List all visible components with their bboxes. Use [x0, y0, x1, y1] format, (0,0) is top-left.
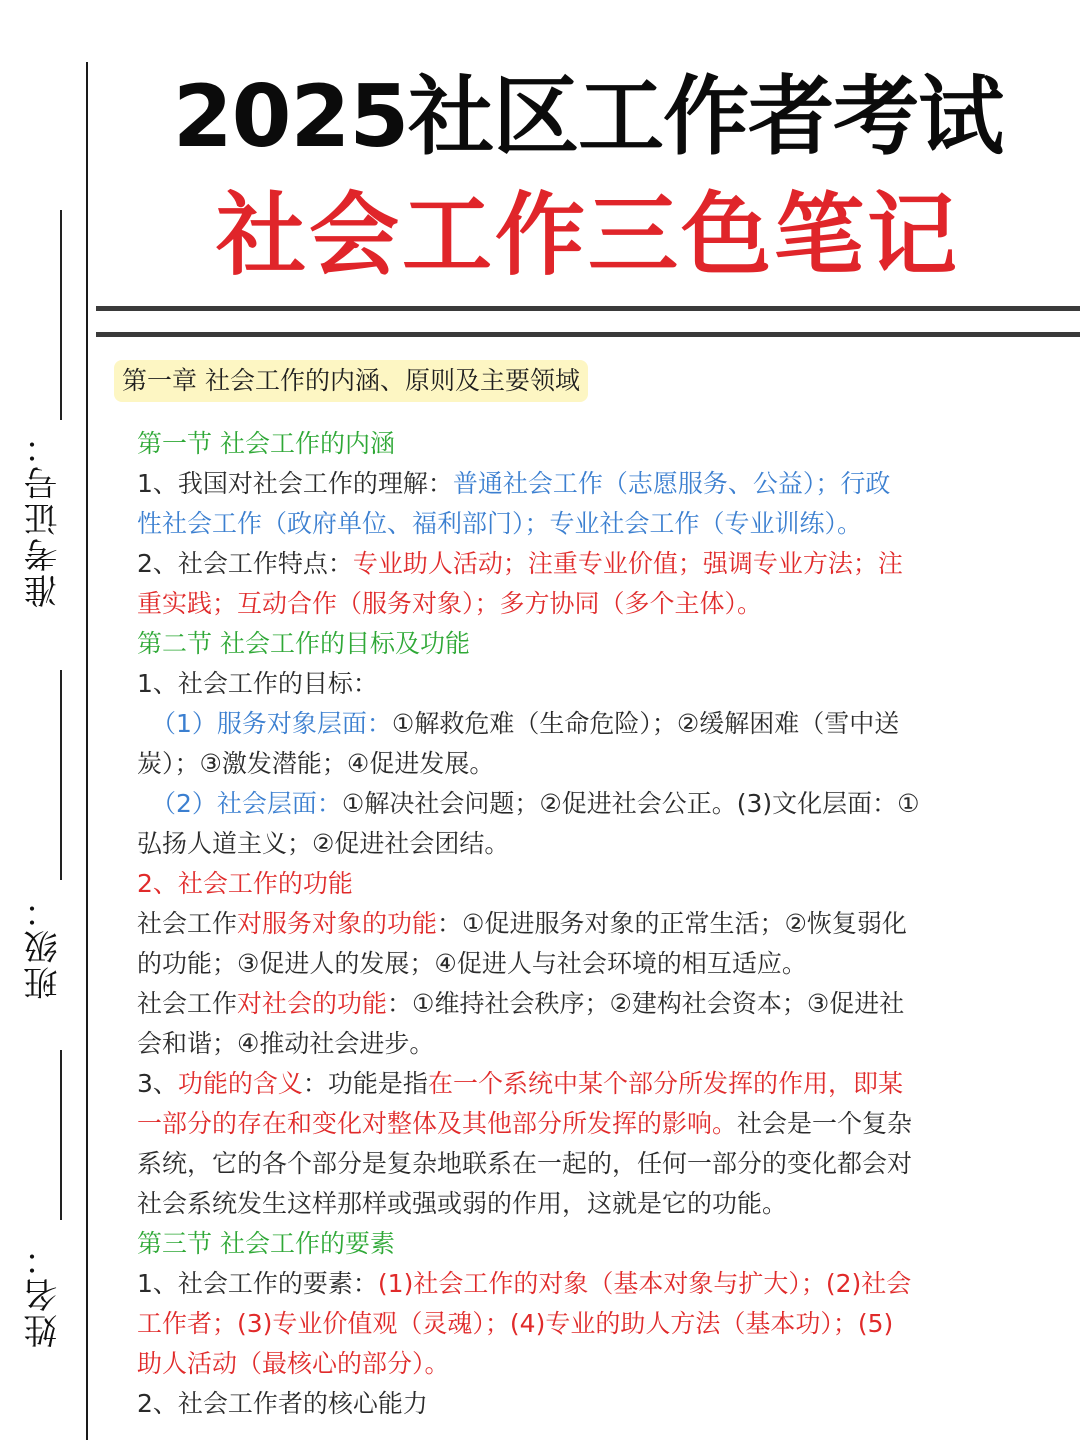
note-segment: 会和谐；④推动社会进步。 [137, 1029, 435, 1058]
note-line [137, 784, 1027, 824]
name-label: 姓名： [24, 1240, 64, 1348]
note-segment: 2、社会工作特点： [137, 549, 353, 578]
note-line [137, 584, 1027, 624]
note-line [137, 1224, 1027, 1264]
note-segment: 系统，它的各个部分是复杂地联系在一起的，任何一部分的变化都会对 [137, 1149, 913, 1178]
note-segment: 社会是一个复杂 [737, 1109, 913, 1138]
note-line [137, 504, 1027, 544]
note-line [137, 944, 1027, 984]
note-line [137, 424, 1027, 464]
name-field [22, 1050, 66, 1350]
note-segment: 普通社会工作（志愿服务、公益）；行政 [452, 469, 891, 498]
note-line [137, 984, 1027, 1024]
note-segment: 1、社会工作的目标： [137, 669, 378, 698]
note-segment: 1、社会工作的要素： [137, 1269, 378, 1298]
note-segment: ①解决社会问题；②促进社会公正。(3)文化层面：① [341, 789, 920, 818]
note-segment: 功能的含义 [177, 1069, 303, 1098]
note-line [137, 664, 1027, 704]
note-segment: 在一个系统中某个部分所发挥的作用，即某 [427, 1069, 903, 1098]
note-line [137, 544, 1027, 584]
note-line [137, 1064, 1027, 1104]
note-line [137, 904, 1027, 944]
note-line [137, 1144, 1027, 1184]
note-segment: 3、 [137, 1069, 178, 1098]
note-segment: （2）社会层面： [151, 789, 342, 818]
note-line [137, 704, 1027, 744]
note-segment: 社会工作 [137, 909, 238, 938]
note-segment: ：功能是指 [302, 1069, 428, 1098]
note-segment: 的功能；③促进人的发展；④促进人与社会环境的相互适应。 [137, 949, 807, 978]
note-segment: 一部分的存在和变化对整体及其他部分所发挥的影响。 [137, 1109, 738, 1138]
note-segment: 第一节 社会工作的内涵 [137, 429, 395, 458]
note-segment: 助人活动（最核心的部分）。 [137, 1349, 450, 1378]
note-segment: 重实践；互动合作（服务对象）；多方协同（多个主体）。 [137, 589, 763, 618]
note-segment: ：①促进服务对象的正常生活；②恢复弱化 [437, 909, 907, 938]
note-line [137, 1184, 1027, 1224]
binding-margin-line [86, 62, 88, 1440]
exam-id-underline [60, 210, 62, 420]
note-line [137, 864, 1027, 904]
note-segment: 对社会的功能 [237, 989, 388, 1018]
note-segment: 2、社会工作者的核心能力 [137, 1389, 428, 1418]
class-field [22, 670, 66, 1000]
note-segment: 社会系统发生这样那样或强或弱的作用，这就是它的功能。 [137, 1189, 788, 1218]
note-line [137, 624, 1027, 664]
note-line [137, 1344, 1027, 1384]
note-segment: 1、我国对社会工作的理解： [137, 469, 453, 498]
header-divider-bottom [96, 332, 1080, 337]
note-line [137, 464, 1027, 504]
note-segment: 社会工作 [137, 989, 238, 1018]
note-line [137, 1024, 1027, 1064]
header-divider-top [96, 306, 1080, 311]
note-segment: 性社会工作（政府单位、福利部门）；专业社会工作（专业训练）。 [137, 509, 863, 538]
note-segment: 2、社会工作的功能 [137, 869, 353, 898]
class-label: 班级： [24, 892, 64, 1000]
exam-id-label: 准考证号： [24, 428, 64, 608]
class-underline [60, 670, 62, 880]
note-segment: 工作者；(3)专业价值观（灵魂）；(4)专业的助人方法（基本功）；(5) [137, 1309, 894, 1338]
note-segment: 第三节 社会工作的要素 [137, 1229, 395, 1258]
note-segment: 炭）；③激发潜能；④促进发展。 [137, 749, 495, 778]
note-segment: 第二节 社会工作的目标及功能 [137, 629, 470, 658]
page-title: 2025社区工作者考试 [172, 67, 1004, 167]
note-line [137, 1104, 1027, 1144]
note-segment: 对服务对象的功能 [237, 909, 438, 938]
note-line [137, 744, 1027, 784]
note-line [137, 824, 1027, 864]
note-segment: (1)社会工作的对象（基本对象与扩大）；(2)社会 [377, 1269, 912, 1298]
note-segment: ①解救危难（生命危险）；②缓解困难（雪中送 [391, 709, 900, 738]
chapter-heading: 第一章 社会工作的内涵、原则及主要领域 [114, 360, 588, 402]
note-segment: 专业助人活动；注重专业价值；强调专业方法；注 [352, 549, 903, 578]
exam-id-field [22, 210, 66, 630]
notes-body [137, 424, 1027, 1424]
name-underline [60, 1050, 62, 1220]
note-segment: （1）服务对象层面： [151, 709, 392, 738]
note-line [137, 1384, 1027, 1424]
note-segment: ：①维持社会秩序；②建构社会资本；③促进社 [387, 989, 905, 1018]
note-segment: 弘扬人道主义；②促进社会团结。 [137, 829, 510, 858]
page-subtitle: 社会工作三色笔记 [216, 183, 960, 288]
note-line [137, 1264, 1027, 1304]
note-line [137, 1304, 1027, 1344]
